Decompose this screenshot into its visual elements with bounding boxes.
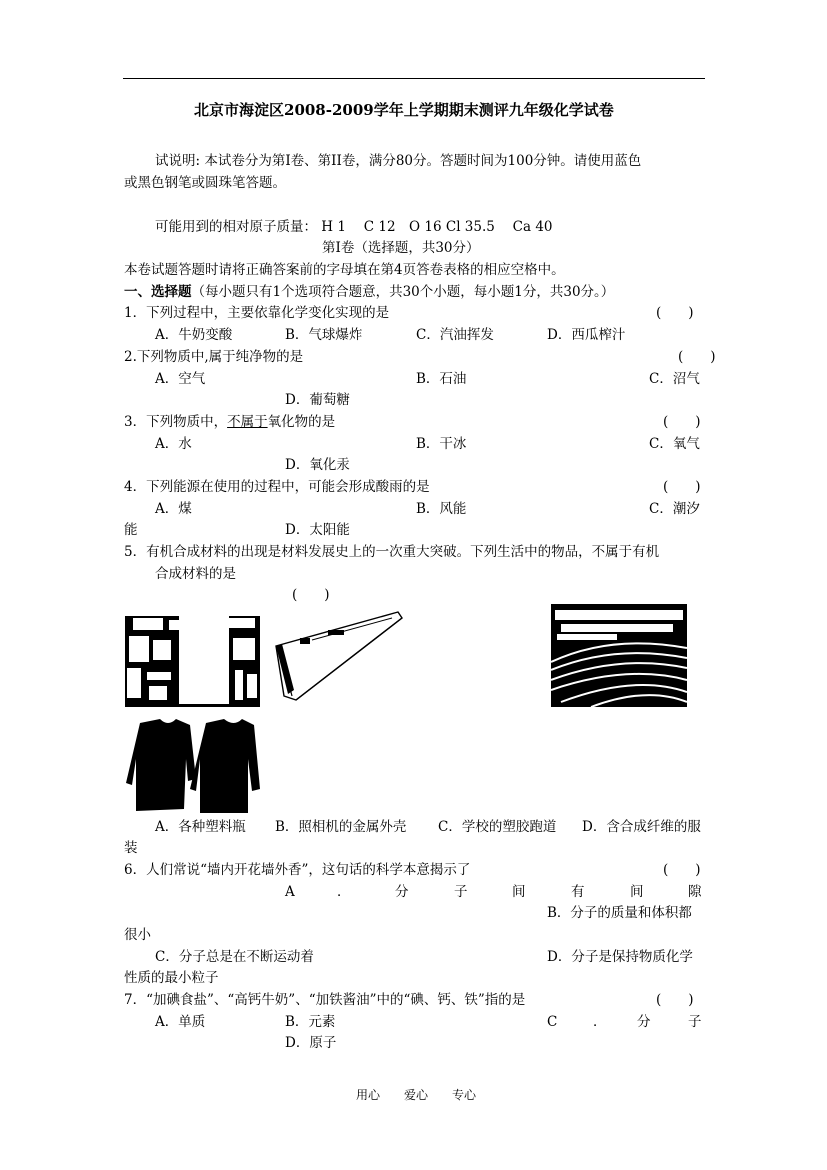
- q7-option-d: D．原子: [285, 1035, 337, 1051]
- synthetic-fiber-clothes-photo: [126, 719, 260, 815]
- q6-stem: 6．人们常说“墙内开花墙外香”，这句话的科学本意揭示了: [124, 862, 471, 878]
- q6-option-d-wrap: 性质的最小粒子: [124, 970, 219, 986]
- q3-option-b: B．干冰: [416, 436, 467, 452]
- q5-stem-line-2: 合成材料的是: [155, 566, 236, 582]
- q6-answer-paren: ( ): [663, 862, 701, 878]
- q2-option-b: B．石油: [416, 371, 467, 387]
- running-track-photo: [551, 604, 687, 707]
- q3-option-a: A．水: [155, 436, 192, 452]
- q6-option-b-wrap: 很小: [124, 927, 151, 943]
- q1-answer-paren: ( ): [656, 305, 694, 321]
- q2-option-d: D．葡萄糖: [285, 392, 350, 408]
- camera-shell-drawing: [272, 604, 404, 707]
- q5-option-b: B．照相机的金属外壳: [275, 819, 407, 835]
- q7-option-a: A．单质: [155, 1014, 206, 1030]
- q6-option-d: D．分子是保持物质化学: [547, 949, 693, 965]
- q5-option-d-wrap: 装: [124, 840, 138, 856]
- q1-option-a: A．牛奶变酸: [155, 327, 233, 343]
- section-note: 本卷试题答题时请将正确答案前的字母填在第4页答卷表格的相应空格中。: [124, 262, 565, 278]
- header-rule: [123, 78, 705, 79]
- q3-stem-underlined: 不属于: [227, 414, 268, 430]
- instructions-line-2: 或黑色钢笔或圆珠笔答题。: [124, 175, 286, 191]
- q6-option-b: B．分子的质量和体积都: [547, 905, 692, 921]
- q4-stem: 4．下列能源在使用的过程中，可能会形成酸雨的是: [124, 479, 430, 495]
- q3-stem-pre: 3．下列物质中，: [124, 414, 228, 430]
- q6-option-a-char-3: 分: [395, 884, 409, 900]
- q4-option-d: D．太阳能: [285, 522, 350, 538]
- page-title: 北京市海淀区2008-2009学年上学期期末测评九年级化学试卷: [194, 101, 614, 119]
- q4-option-b: B．风能: [416, 501, 467, 517]
- q6-option-a-char-4: 子: [454, 884, 468, 900]
- q6-option-a-char-6: 有: [571, 884, 585, 900]
- part-label: 一、选择题: [124, 284, 192, 300]
- q6-option-c: C．分子总是在不断运动着: [155, 949, 314, 965]
- q7-option-c-char-4: 子: [688, 1014, 702, 1030]
- q2-answer-paren: ( ): [678, 349, 716, 365]
- q6-option-a-char-7: 间: [630, 884, 644, 900]
- q2-option-c: C．沼气: [649, 371, 700, 387]
- q6-option-a-char-5: 间: [512, 884, 526, 900]
- instructions-line-1: 试说明: 本试卷分为第I卷、第II卷，满分80分。答题时间为100分钟。请使用蓝色: [155, 153, 642, 169]
- q5-option-d: D．含合成纤维的服: [582, 819, 701, 835]
- q1-option-b: B．气球爆炸: [285, 327, 363, 343]
- q4-answer-paren: ( ): [663, 479, 701, 495]
- q7-option-c-char-2: ．: [593, 1014, 607, 1030]
- q5-option-a: A．各种塑料瓶: [155, 819, 246, 835]
- q2-option-a: A．空气: [155, 371, 206, 387]
- q7-option-b: B．元素: [285, 1014, 336, 1030]
- q1-option-d: D．西瓜榨汁: [547, 327, 626, 343]
- q5-option-c: C．学校的塑胶跑道: [438, 819, 557, 835]
- q5-stem-line-1: 5．有机合成材料的出现是材料发展史上的一次重大突破。下列生活中的物品，不属于有机: [124, 544, 660, 560]
- atomic-masses: 可能用到的相对原子质量： H 1 C 12 O 16 Cl 35.5 Ca 40: [155, 219, 553, 235]
- part-description: （每小题只有1个选项符合题意，共30个小题，每小题1分，共30分。）: [191, 284, 615, 300]
- plastic-bottles-photo: [125, 604, 260, 707]
- q3-option-c: C．氧气: [649, 436, 700, 452]
- part-heading: [124, 283, 614, 301]
- q7-option-c-char-1: C: [547, 1014, 558, 1030]
- q4-option-c: C．潮汐: [649, 501, 700, 517]
- page-footer: 用心 爱心 专心: [356, 1088, 477, 1102]
- q6-option-a-char-1: A: [285, 884, 295, 900]
- q4-option-c-wrap: 能: [124, 522, 138, 538]
- q3-stem: [124, 413, 335, 431]
- q3-option-d: D．氧化汞: [285, 457, 350, 473]
- q3-stem-post: 氧化物的是: [267, 414, 336, 430]
- q3-answer-paren: ( ): [663, 414, 701, 430]
- q7-answer-paren: ( ): [656, 992, 694, 1008]
- q1-stem: 1．下列过程中，主要依靠化学变化实现的是: [124, 305, 390, 321]
- q6-option-a-char-2: ．: [337, 884, 351, 900]
- q1-option-c: C．汽油挥发: [416, 327, 494, 343]
- section-heading: 第I卷（选择题，共30分）: [322, 240, 480, 256]
- q5-answer-paren: ( ): [292, 587, 330, 603]
- q7-option-c-char-3: 分: [637, 1014, 651, 1030]
- q2-stem: 2.下列物质中,属于纯净物的是: [124, 349, 304, 365]
- q6-option-a-char-8: 隙: [688, 884, 702, 900]
- q4-option-a: A．煤: [155, 501, 192, 517]
- q7-stem: 7．“加碘食盐”、“高钙牛奶”、“加铁酱油”中的“碘、钙、铁”指的是: [124, 992, 526, 1008]
